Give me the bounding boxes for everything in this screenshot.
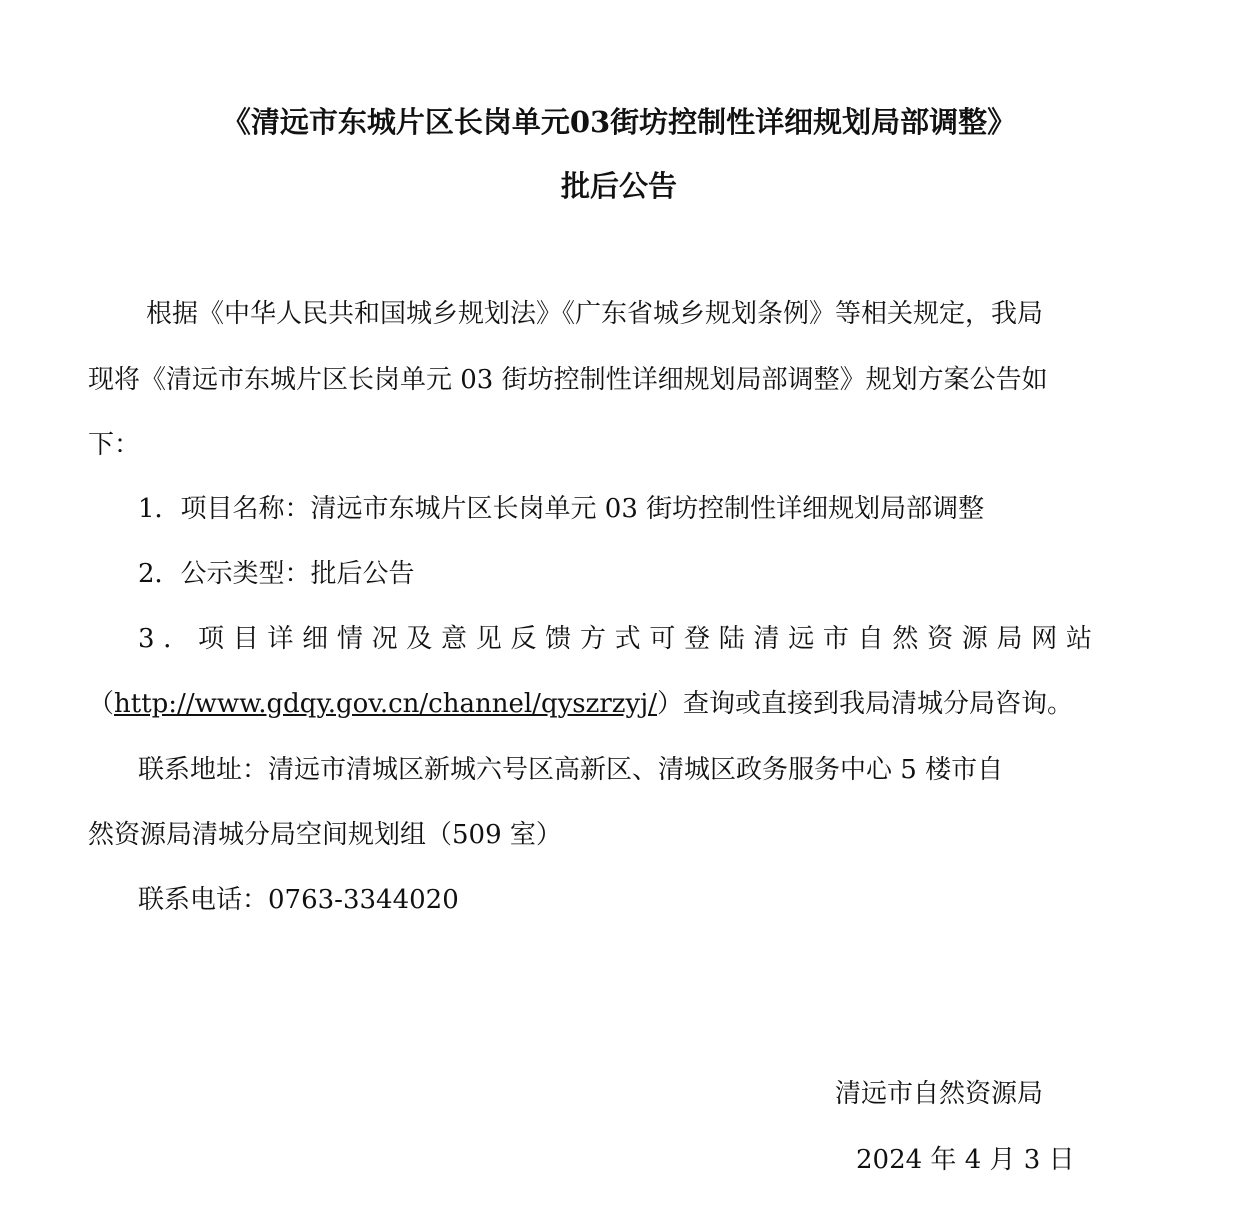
item3-char: 源 (961, 624, 988, 654)
item3-char: 网 (1031, 624, 1058, 654)
item3-char: 远 (788, 624, 815, 654)
item3-char: 站 (1065, 624, 1092, 654)
document-title: 《清远市东城片区长岗单元03街坊控制性详细规划局部调整》 (221, 105, 1017, 139)
signature-date: 2024 年 4 月 3 日 (856, 1145, 1075, 1175)
item3-char: 自 (857, 624, 884, 654)
item-details-line-1 (138, 621, 1092, 657)
open-paren: （ (88, 689, 115, 719)
signature-org: 清远市自然资源局 (835, 1079, 1044, 1109)
item3-char: 资 (927, 624, 954, 654)
contact-address-line-1: 联系地址：清远市清城区新城六号区高新区、清城区政务服务中心 5 楼市自 (138, 755, 1004, 785)
item3-char: 可 (649, 624, 676, 654)
item3-char: 及 (406, 624, 433, 654)
website-link[interactable]: http://www.gdqy.gov.cn/channel/qyszrzyj/ (114, 689, 657, 719)
item3-char: 细 (302, 624, 329, 654)
item3-char: 3 (138, 624, 155, 654)
intro-line-3: 下： (88, 430, 141, 460)
item3-char: 项 (197, 624, 224, 654)
item3-char: 情 (336, 624, 363, 654)
item-details-line-2 (88, 686, 1073, 722)
item3-char: 馈 (545, 624, 572, 654)
item3-char: 况 (371, 624, 398, 654)
intro-line-2: 现将《清远市东城片区长岗单元 03 街坊控制性详细规划局部调整》规划方案公告如 (88, 365, 1048, 395)
details-rest: ）查询或直接到我局清城分局咨询。 (656, 689, 1073, 719)
item3-char: 局 (996, 624, 1023, 654)
item3-char: 登 (684, 624, 711, 654)
item3-char: 目 (232, 624, 259, 654)
item3-char: 然 (892, 624, 919, 654)
intro-line-1: 根据《中华人民共和国城乡规划法》《广东省城乡规划条例》等相关规定，我局 (146, 299, 1044, 329)
item-project-name: 1．项目名称：清远市东城片区长岗单元 03 街坊控制性详细规划局部调整 (138, 494, 985, 524)
item3-char: 见 (475, 624, 502, 654)
item3-char: 反 (510, 624, 537, 654)
item3-char: 市 (822, 624, 849, 654)
item3-char: 方 (579, 624, 606, 654)
document-subtitle: 批后公告 (560, 169, 677, 203)
item3-char: 意 (441, 624, 468, 654)
item3-char: 详 (267, 624, 294, 654)
item3-char: 式 (614, 624, 641, 654)
item3-char: ． (163, 624, 190, 654)
item-notice-type: 2．公示类型：批后公告 (138, 559, 415, 589)
contact-phone: 联系电话：0763-3344020 (138, 885, 459, 915)
item3-char: 清 (753, 624, 780, 654)
item3-char: 陆 (718, 624, 745, 654)
contact-address-line-2: 然资源局清城分局空间规划组（509 室） (88, 820, 562, 850)
